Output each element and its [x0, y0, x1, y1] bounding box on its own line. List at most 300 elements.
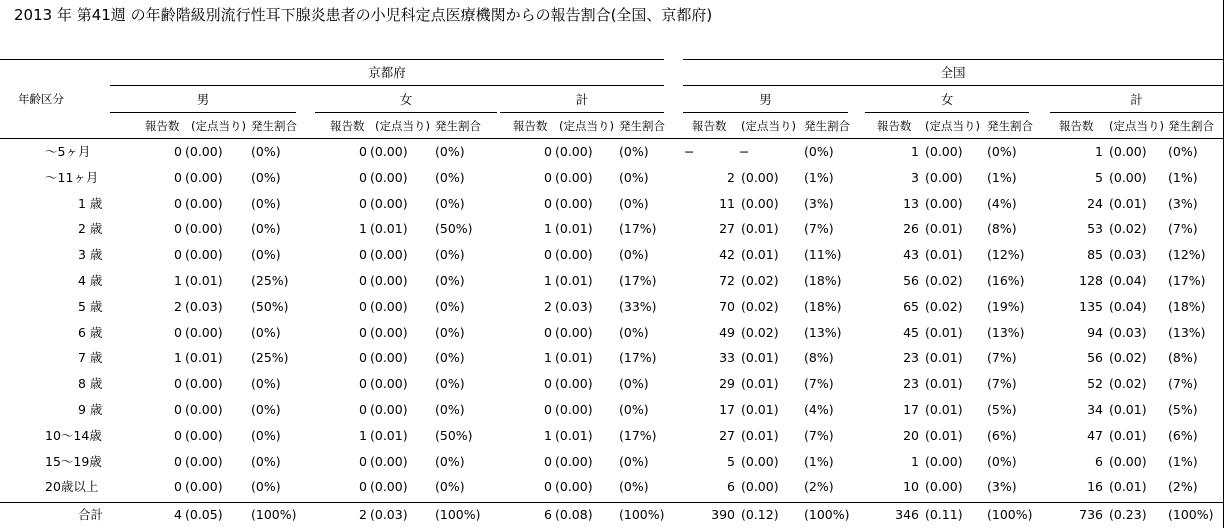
- row-age-label: 1 歳: [78, 196, 103, 211]
- cell-ratio: (1%): [1168, 454, 1198, 469]
- cell-per-site: (0.01): [741, 428, 779, 443]
- cell-report-count: 135: [1079, 299, 1103, 314]
- cell-per-site: (0.01): [741, 247, 779, 262]
- row-age-label: 〜11ヶ月: [45, 170, 99, 185]
- cell-per-site: (0.00): [185, 376, 223, 391]
- cell-ratio: (0%): [251, 428, 281, 443]
- rule-sex: [1050, 112, 1223, 113]
- cell-report-count: 0: [544, 376, 552, 391]
- cell-ratio: (5%): [1168, 402, 1198, 417]
- cell-report-count: 17: [719, 402, 735, 417]
- cell-ratio: (7%): [804, 376, 834, 391]
- cell-per-site: (0.01): [1109, 402, 1147, 417]
- cell-ratio: (3%): [1168, 196, 1198, 211]
- cell-per-site: (0.00): [370, 350, 408, 365]
- cell-per-site: (0.00): [555, 247, 593, 262]
- cell-per-site: (0.01): [370, 221, 408, 236]
- cell-ratio: (0%): [251, 170, 281, 185]
- rule-top: [683, 59, 1223, 60]
- row-age-label: 4 歳: [78, 273, 103, 288]
- cell-report-count: 0: [359, 299, 367, 314]
- cell-report-count: 0: [174, 196, 182, 211]
- cell-report-count: 94: [1087, 325, 1103, 340]
- cell-report-count: 1: [544, 273, 552, 288]
- cell-ratio: (1%): [1168, 170, 1198, 185]
- cell-report-count: 56: [903, 273, 919, 288]
- cell-per-site: (0.00): [185, 144, 223, 159]
- cell-report-count: 0: [359, 144, 367, 159]
- cell-ratio: (0%): [435, 299, 465, 314]
- cell-ratio: (50%): [251, 299, 289, 314]
- cell-per-site: (0.00): [925, 144, 963, 159]
- cell-report-count: 0: [174, 479, 182, 494]
- cell-per-site: (0.00): [1109, 144, 1147, 159]
- cell-ratio: (0%): [435, 376, 465, 391]
- page-title: 2013 年 第41週 の年齢階級別流行性耳下腺炎患者の小児科定点医療機関からの報告割合(全国、京都府): [14, 6, 713, 24]
- cell-per-site: (0.01): [370, 428, 408, 443]
- cell-per-site: (0.00): [555, 376, 593, 391]
- cell-per-site: (0.04): [1109, 299, 1147, 314]
- cell-per-site: (0.01): [1109, 479, 1147, 494]
- cell-ratio: (18%): [1168, 299, 1206, 314]
- subheader-per-site: (定点当り): [375, 119, 430, 133]
- cell-per-site: (0.00): [555, 402, 593, 417]
- cell-per-site: (0.00): [185, 170, 223, 185]
- cell-report-count: 1: [174, 273, 182, 288]
- cell-ratio: (17%): [619, 350, 657, 365]
- row-age-label: 2 歳: [78, 221, 103, 236]
- cell-per-site: (0.01): [925, 325, 963, 340]
- cell-per-site: (0.03): [1109, 247, 1147, 262]
- cell-per-site: (0.02): [741, 273, 779, 288]
- cell-per-site: (0.08): [555, 507, 593, 522]
- cell-per-site: (0.01): [555, 273, 593, 288]
- subheader-per-site: (定点当り): [559, 119, 614, 133]
- cell-report-count: 0: [544, 402, 552, 417]
- cell-report-count: 0: [359, 454, 367, 469]
- cell-ratio: (2%): [1168, 479, 1198, 494]
- cell-ratio: (0%): [251, 402, 281, 417]
- cell-per-site: (0.00): [370, 299, 408, 314]
- sex-header: 女: [940, 92, 954, 107]
- cell-ratio: (3%): [987, 479, 1017, 494]
- row-age-label: 10〜14歳: [45, 428, 102, 443]
- cell-per-site: (0.00): [370, 454, 408, 469]
- subheader-reports: 報告数: [513, 119, 548, 133]
- cell-ratio: (13%): [987, 325, 1025, 340]
- cell-ratio: (18%): [804, 273, 842, 288]
- cell-report-count: 1: [1095, 144, 1103, 159]
- cell-ratio: (0%): [619, 325, 649, 340]
- cell-report-count: 17: [903, 402, 919, 417]
- cell-ratio: (7%): [804, 221, 834, 236]
- cell-per-site: (0.03): [370, 507, 408, 522]
- cell-ratio: (0%): [619, 376, 649, 391]
- cell-ratio: (13%): [1168, 325, 1206, 340]
- cell-per-site: (0.00): [741, 170, 779, 185]
- cell-per-site: (0.00): [185, 479, 223, 494]
- cell-per-site: (0.01): [185, 273, 223, 288]
- cell-report-count: 0: [544, 144, 552, 159]
- cell-ratio: (0%): [987, 144, 1017, 159]
- rule-sex: [500, 112, 664, 113]
- cell-report-count: 0: [174, 376, 182, 391]
- subheader-reports: 報告数: [330, 119, 365, 133]
- cell-ratio: (0%): [619, 144, 649, 159]
- sex-header: 計: [1130, 92, 1143, 107]
- cell-report-count: 0: [544, 479, 552, 494]
- cell-per-site: (0.01): [1109, 196, 1147, 211]
- rule-sex: [865, 112, 1029, 113]
- cell-report-count: 16: [1087, 479, 1103, 494]
- region-header: 京都府: [368, 65, 406, 80]
- cell-report-count: 27: [719, 428, 735, 443]
- cell-ratio: (17%): [619, 221, 657, 236]
- cell-per-site: (0.01): [925, 402, 963, 417]
- cell-report-count: 20: [903, 428, 919, 443]
- cell-ratio: (0%): [435, 479, 465, 494]
- cell-per-site: (0.00): [185, 247, 223, 262]
- cell-per-site: (0.00): [925, 454, 963, 469]
- cell-per-site: (0.01): [555, 221, 593, 236]
- cell-per-site: (0.00): [741, 196, 779, 211]
- cell-report-count: 13: [903, 196, 919, 211]
- cell-report-count: 65: [903, 299, 919, 314]
- cell-ratio: (2%): [804, 479, 834, 494]
- cell-report-count: 0: [359, 376, 367, 391]
- cell-ratio: (8%): [1168, 350, 1198, 365]
- cell-per-site: (0.02): [925, 299, 963, 314]
- cell-ratio: (1%): [804, 170, 834, 185]
- cell-report-count: 24: [1087, 196, 1103, 211]
- cell-per-site: (0.00): [185, 454, 223, 469]
- cell-report-count: 1: [911, 144, 919, 159]
- cell-ratio: (0%): [251, 479, 281, 494]
- cell-ratio: (0%): [435, 273, 465, 288]
- rule-sex: [110, 112, 296, 113]
- rule-top: [0, 59, 664, 60]
- cell-report-count: 0: [174, 402, 182, 417]
- cell-ratio: (18%): [804, 299, 842, 314]
- cell-report-count: 1: [359, 428, 367, 443]
- cell-ratio: (0%): [435, 350, 465, 365]
- cell-ratio: (0%): [619, 402, 649, 417]
- cell-report-count: 1: [544, 221, 552, 236]
- subheader-per-site: (定点当り): [191, 119, 246, 133]
- cell-report-count: 0: [359, 350, 367, 365]
- cell-ratio: (7%): [987, 376, 1017, 391]
- cell-ratio: (100%): [435, 507, 481, 522]
- cell-per-site: (0.01): [925, 428, 963, 443]
- cell-ratio: (0%): [251, 221, 281, 236]
- cell-ratio: (0%): [435, 170, 465, 185]
- cell-ratio: (0%): [435, 454, 465, 469]
- cell-ratio: (8%): [804, 350, 834, 365]
- subheader-ratio: 発生割合: [804, 119, 850, 133]
- cell-per-site: (0.01): [741, 376, 779, 391]
- cell-per-site: (0.02): [741, 325, 779, 340]
- cell-ratio: (0%): [251, 144, 281, 159]
- cell-ratio: (6%): [987, 428, 1017, 443]
- cell-ratio: (0%): [435, 325, 465, 340]
- cell-ratio: (17%): [619, 273, 657, 288]
- cell-report-count: 23: [903, 376, 919, 391]
- cell-report-count: 72: [719, 273, 735, 288]
- cell-per-site: (0.00): [370, 325, 408, 340]
- cell-per-site: (0.04): [1109, 273, 1147, 288]
- cell-report-count: 0: [544, 170, 552, 185]
- cell-ratio: (17%): [619, 428, 657, 443]
- cell-per-site: (0.01): [741, 221, 779, 236]
- cell-ratio: (0%): [987, 454, 1017, 469]
- cell-report-count: 736: [1079, 507, 1103, 522]
- cell-ratio: (17%): [1168, 273, 1206, 288]
- subheader-ratio: 発生割合: [251, 119, 297, 133]
- cell-report-count: 0: [359, 479, 367, 494]
- rule-header-bottom: [0, 138, 1223, 139]
- row-age-label: 合計: [78, 507, 104, 522]
- cell-ratio: (50%): [435, 428, 473, 443]
- cell-report-count: 0: [544, 247, 552, 262]
- cell-ratio: (0%): [619, 196, 649, 211]
- subheader-ratio: 発生割合: [435, 119, 481, 133]
- cell-per-site: (0.00): [185, 402, 223, 417]
- cell-per-site: (0.00): [370, 376, 408, 391]
- cell-per-site: (0.00): [925, 479, 963, 494]
- cell-ratio: (8%): [987, 221, 1017, 236]
- cell-report-count: 1: [544, 428, 552, 443]
- cell-per-site: (0.00): [555, 170, 593, 185]
- cell-ratio: (0%): [804, 144, 834, 159]
- rule-sex: [683, 112, 848, 113]
- cell-report-count: 45: [903, 325, 919, 340]
- cell-per-site: (0.23): [1109, 507, 1147, 522]
- cell-ratio: (0%): [251, 376, 281, 391]
- subheader-ratio: 発生割合: [619, 119, 665, 133]
- cell-ratio: (100%): [1168, 507, 1214, 522]
- cell-ratio: (7%): [1168, 221, 1198, 236]
- cell-report-count: 85: [1087, 247, 1103, 262]
- cell-ratio: (12%): [987, 247, 1025, 262]
- cell-per-site: (0.00): [555, 454, 593, 469]
- cell-per-site: (0.00): [185, 325, 223, 340]
- cell-per-site: (0.00): [370, 479, 408, 494]
- subheader-ratio: 発生割合: [987, 119, 1033, 133]
- cell-per-site: (0.00): [370, 196, 408, 211]
- cell-per-site: (0.00): [555, 479, 593, 494]
- cell-report-count: 0: [544, 196, 552, 211]
- subheader-per-site: (定点当り): [1109, 119, 1164, 133]
- cell-per-site: (0.02): [1109, 376, 1147, 391]
- cell-report-count: 128: [1079, 273, 1103, 288]
- sex-header: 女: [399, 92, 413, 107]
- cell-per-site: (0.02): [925, 273, 963, 288]
- cell-report-count: 56: [1087, 350, 1103, 365]
- cell-report-count: 11: [719, 196, 735, 211]
- cell-per-site: (0.01): [1109, 428, 1147, 443]
- cell-per-site: (0.00): [741, 479, 779, 494]
- subheader-per-site: (定点当り): [741, 119, 796, 133]
- cell-per-site: (0.00): [370, 402, 408, 417]
- cell-report-count: 6: [727, 479, 735, 494]
- cell-report-count: 0: [174, 144, 182, 159]
- cell-ratio: (7%): [1168, 376, 1198, 391]
- cell-report-count: 0: [359, 402, 367, 417]
- cell-report-count: 2: [727, 170, 735, 185]
- sex-header: 男: [196, 92, 210, 107]
- cell-ratio: (16%): [987, 273, 1025, 288]
- cell-report-count: 1: [174, 350, 182, 365]
- cell-report-count: 5: [727, 454, 735, 469]
- cell-report-count: 2: [174, 299, 182, 314]
- cell-report-count: 23: [903, 350, 919, 365]
- cell-ratio: (4%): [987, 196, 1017, 211]
- cell-report-count: 49: [719, 325, 735, 340]
- row-age-label: 3 歳: [78, 247, 103, 262]
- cell-per-site: (0.01): [741, 350, 779, 365]
- cell-report-count: 6: [1095, 454, 1103, 469]
- cell-per-site: (0.00): [1109, 170, 1147, 185]
- cell-report-count: 0: [359, 325, 367, 340]
- cell-report-count: 2: [544, 299, 552, 314]
- cell-ratio: (1%): [987, 170, 1017, 185]
- subheader-ratio: 発生割合: [1168, 119, 1214, 133]
- subheader-reports: 報告数: [692, 119, 727, 133]
- cell-ratio: (0%): [619, 479, 649, 494]
- cell-ratio: (0%): [619, 454, 649, 469]
- cell-report-count: 0: [174, 428, 182, 443]
- cell-per-site: (0.01): [555, 428, 593, 443]
- rule-total: [0, 502, 1223, 503]
- cell-per-site: (0.00): [185, 221, 223, 236]
- cell-report-count: 34: [1087, 402, 1103, 417]
- cell-per-site: (0.00): [741, 454, 779, 469]
- cell-report-count: 47: [1087, 428, 1103, 443]
- rule-sex: [315, 112, 497, 113]
- cell-per-site: (0.01): [925, 350, 963, 365]
- row-age-label: 15〜19歳: [45, 454, 102, 469]
- cell-per-site: (0.02): [1109, 221, 1147, 236]
- cell-ratio: (50%): [435, 221, 473, 236]
- cell-ratio: (100%): [619, 507, 665, 522]
- cell-report-count: 70: [719, 299, 735, 314]
- cell-report-count: −: [684, 144, 695, 159]
- cell-ratio: (0%): [435, 144, 465, 159]
- cell-per-site: (0.00): [1109, 454, 1147, 469]
- cell-report-count: 0: [359, 196, 367, 211]
- cell-per-site: (0.01): [925, 221, 963, 236]
- cell-report-count: 0: [544, 325, 552, 340]
- cell-report-count: 0: [174, 170, 182, 185]
- cell-report-count: 0: [359, 273, 367, 288]
- cell-report-count: 0: [544, 454, 552, 469]
- cell-ratio: (0%): [619, 170, 649, 185]
- cell-ratio: (0%): [435, 196, 465, 211]
- cell-ratio: (19%): [987, 299, 1025, 314]
- cell-ratio: (0%): [251, 196, 281, 211]
- cell-per-site: (0.01): [185, 350, 223, 365]
- cell-per-site: (0.03): [1109, 325, 1147, 340]
- cell-report-count: 1: [544, 350, 552, 365]
- cell-per-site: (0.02): [1109, 350, 1147, 365]
- cell-per-site: (0.02): [741, 299, 779, 314]
- cell-per-site: (0.00): [555, 196, 593, 211]
- cell-ratio: (7%): [804, 428, 834, 443]
- cell-ratio: (6%): [1168, 428, 1198, 443]
- cell-per-site: (0.00): [185, 196, 223, 211]
- cell-ratio: (0%): [251, 325, 281, 340]
- cell-report-count: 2: [359, 507, 367, 522]
- cell-per-site: (0.00): [555, 144, 593, 159]
- rule-region: [110, 85, 664, 86]
- cell-report-count: 4: [174, 507, 182, 522]
- cell-report-count: 42: [719, 247, 735, 262]
- cell-ratio: (0%): [619, 247, 649, 262]
- cell-report-count: 390: [711, 507, 735, 522]
- cell-ratio: (7%): [987, 350, 1017, 365]
- sex-header: 計: [575, 92, 589, 107]
- cell-report-count: 10: [903, 479, 919, 494]
- subheader-reports: 報告数: [877, 119, 912, 133]
- cell-per-site: (0.00): [925, 196, 963, 211]
- cell-report-count: 33: [719, 350, 735, 365]
- cell-report-count: 1: [359, 221, 367, 236]
- cell-report-count: 1: [911, 454, 919, 469]
- cell-report-count: 0: [359, 247, 367, 262]
- age-column-header: 年齢区分: [18, 92, 64, 106]
- cell-per-site: (0.11): [925, 507, 963, 522]
- cell-report-count: 6: [544, 507, 552, 522]
- cell-report-count: 0: [359, 170, 367, 185]
- row-age-label: 8 歳: [78, 376, 103, 391]
- cell-ratio: (13%): [804, 325, 842, 340]
- cell-ratio: (5%): [987, 402, 1017, 417]
- cell-per-site: (0.01): [925, 247, 963, 262]
- cell-ratio: (100%): [804, 507, 850, 522]
- cell-report-count: 43: [903, 247, 919, 262]
- cell-ratio: (100%): [251, 507, 297, 522]
- cell-ratio: (0%): [435, 247, 465, 262]
- cell-ratio: (1%): [804, 454, 834, 469]
- row-age-label: 〜5ヶ月: [45, 144, 91, 159]
- subheader-reports: 報告数: [145, 119, 180, 133]
- cell-ratio: (3%): [804, 196, 834, 211]
- cell-per-site: (0.00): [370, 273, 408, 288]
- cell-ratio: (25%): [251, 350, 289, 365]
- subheader-reports: 報告数: [1059, 119, 1094, 133]
- row-age-label: 9 歳: [78, 402, 103, 417]
- cell-ratio: (0%): [251, 247, 281, 262]
- cell-report-count: 346: [895, 507, 919, 522]
- cell-ratio: (0%): [251, 454, 281, 469]
- row-age-label: 20歳以上: [45, 479, 99, 494]
- cell-per-site: −: [739, 144, 750, 159]
- cell-report-count: 0: [174, 454, 182, 469]
- cell-ratio: (11%): [804, 247, 842, 262]
- cell-report-count: 26: [903, 221, 919, 236]
- row-age-label: 7 歳: [78, 350, 103, 365]
- cell-ratio: (33%): [619, 299, 657, 314]
- subheader-per-site: (定点当り): [925, 119, 980, 133]
- cell-per-site: (0.00): [370, 144, 408, 159]
- sex-header: 男: [759, 92, 772, 107]
- cell-ratio: (25%): [251, 273, 289, 288]
- region-header: 全国: [940, 65, 966, 80]
- cell-per-site: (0.00): [370, 170, 408, 185]
- row-age-label: 5 歳: [78, 299, 103, 314]
- cell-per-site: (0.12): [741, 507, 779, 522]
- cell-per-site: (0.01): [555, 350, 593, 365]
